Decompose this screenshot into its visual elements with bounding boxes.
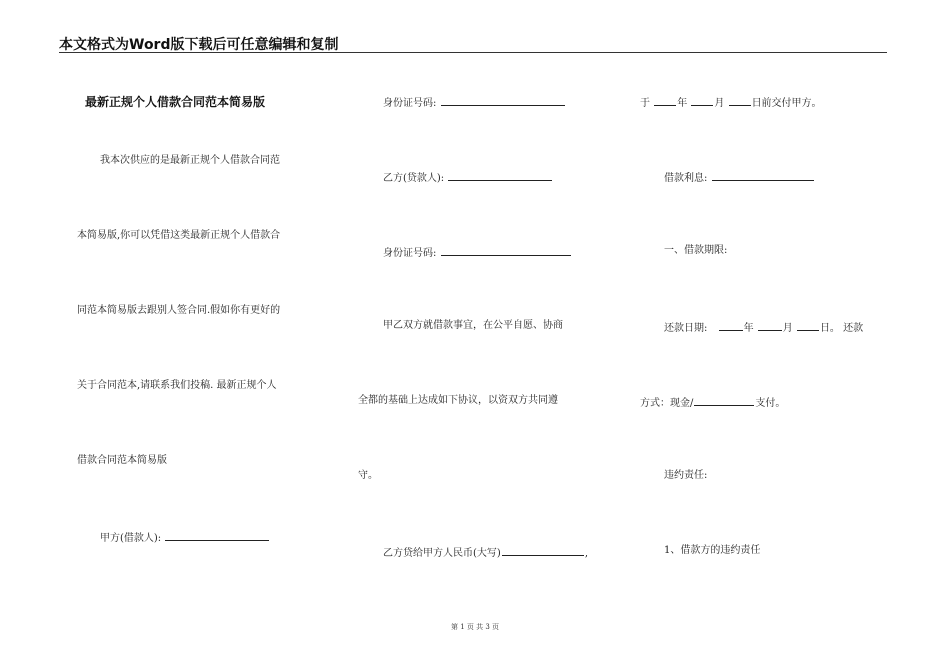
repay-year-label: 年 — [743, 323, 754, 334]
party-a-field — [100, 530, 270, 545]
id-label-1: 身份证号码: — [383, 98, 437, 109]
party-a-label: 甲方(借款人): — [100, 533, 162, 544]
id-field-1 — [383, 95, 566, 110]
loan-amount-blank — [502, 545, 584, 556]
intro-line-2: 本简易版,你可以凭借这类最新正规个人借款合 — [77, 230, 281, 241]
intro-line-1: 我本次供应的是最新正规个人借款合同范 — [100, 155, 280, 166]
party-a-blank — [165, 530, 269, 541]
repay-month-blank — [758, 320, 782, 331]
method-prefix: 方式：现金/ — [640, 398, 694, 409]
delivery-prefix: 于 — [640, 98, 650, 109]
document-title: 最新正规个人借款合同范本简易版 — [85, 95, 266, 109]
breach-item-1: 1、借款方的违约责任 — [664, 545, 761, 556]
delivery-date-field — [640, 95, 822, 110]
agreement-line-2: 全都的基础上达成如下协议，以资双方共同遵 — [358, 395, 558, 406]
interest-label: 借款利息: — [664, 173, 708, 184]
intro-line-5: 借款合同范本简易版 — [77, 455, 167, 466]
repay-day-label: 日。 还款 — [819, 323, 864, 334]
party-b-blank — [448, 170, 552, 181]
delivery-month-label: 月 — [714, 98, 725, 109]
intro-line-4: 关于合同范本,请联系我们投稿. 最新正规个人 — [77, 380, 277, 391]
delivery-year-label: 年 — [677, 98, 688, 109]
method-field — [640, 395, 785, 410]
delivery-year-blank — [654, 95, 676, 106]
repay-year-blank — [719, 320, 743, 331]
interest-field — [664, 170, 815, 185]
term-heading: 一、借款期限: — [664, 245, 728, 256]
id-blank-2 — [441, 245, 571, 256]
page-number: 第 1 页 共 3 页 — [450, 623, 500, 631]
id-label-2: 身份证号码: — [383, 248, 437, 259]
method-suffix: 支付。 — [755, 398, 786, 409]
header-rule — [59, 52, 887, 53]
id-blank-1 — [441, 95, 565, 106]
repay-date-field — [664, 320, 863, 335]
page-header: 本文格式为Word版下载后可任意编辑和复制 — [59, 37, 339, 53]
interest-blank — [712, 170, 814, 181]
delivery-suffix: 日前交付甲方。 — [751, 98, 822, 109]
breach-heading: 违约责任: — [664, 470, 708, 481]
party-b-label: 乙方(贷款人): — [383, 173, 445, 184]
party-b-field — [383, 170, 553, 185]
agreement-line-3: 守。 — [358, 470, 378, 481]
delivery-month-blank — [691, 95, 713, 106]
loan-amount-field — [383, 545, 588, 560]
agreement-line-1: 甲乙双方就借款事宜，在公平自愿、协商 — [383, 320, 563, 331]
method-blank — [694, 395, 754, 406]
loan-amount-label: 乙方贷给甲方人民币(大写) — [383, 548, 501, 559]
repay-label: 还款日期: — [664, 323, 708, 334]
delivery-day-blank — [729, 95, 751, 106]
repay-day-blank — [797, 320, 819, 331]
intro-line-3: 同范本简易版去跟别人签合同.假如你有更好的 — [77, 305, 281, 316]
repay-month-label: 月 — [782, 323, 793, 334]
loan-amount-suffix: , — [584, 548, 588, 559]
id-field-2 — [383, 245, 572, 260]
